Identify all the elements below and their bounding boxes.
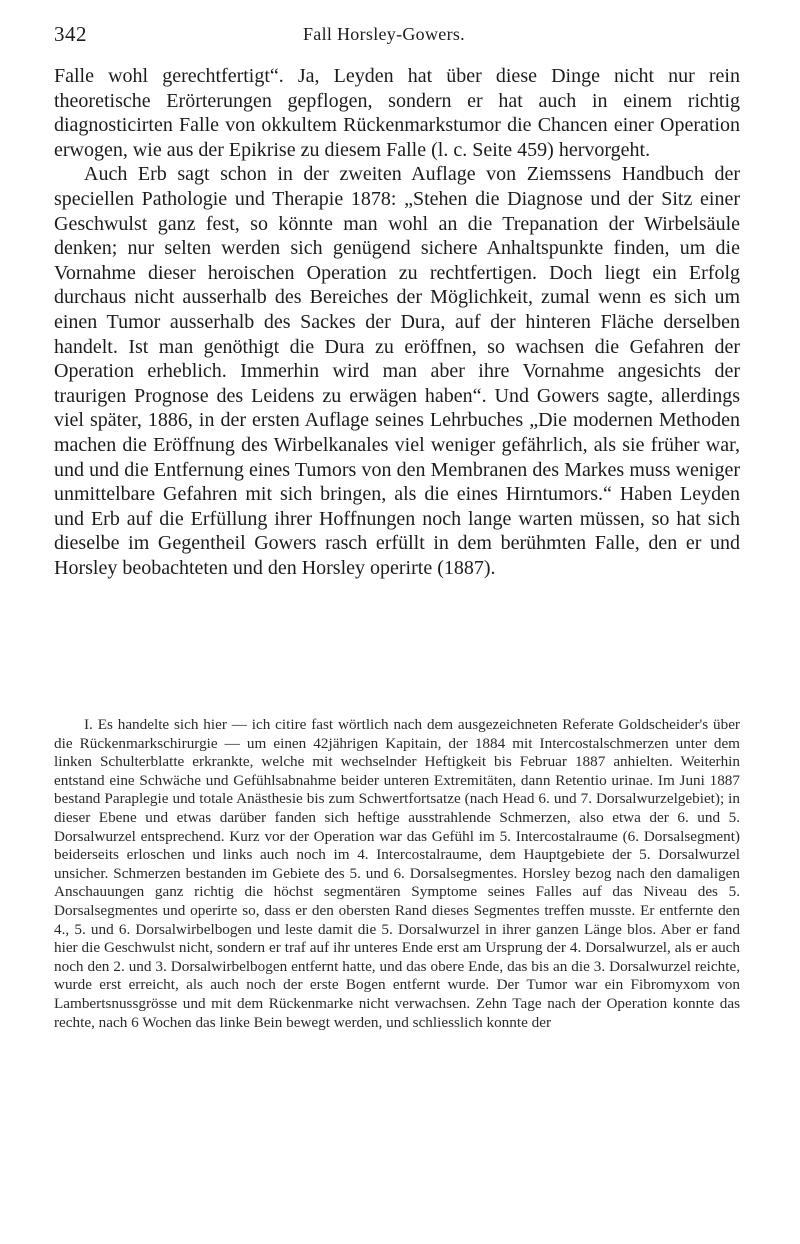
page-number: 342 — [54, 22, 87, 46]
footnote — [54, 716, 740, 1032]
footnote-text: I. Es handelte sich hier — ich citire fast wörtlich nach dem ausgezeichneten Referate Goldscheider's über die Rückenmarkschirurgie — um einen 42jährigen Kapitain, der 1884 mit Intercostalschmerzen unter dem linken Schulterblatte erkrankte, welche mit wechselnder Heftigkeit bis Februar 1887 anhielten. Weiterhin entstand eine Schwäche und Gefühlsabnahme beider unteren Extremitäten, dann Retentio urinae. Im Juni 1887 bestand Paraplegie und totale Anästhesie bis zum Schwertfortsatze (nach Head 6. und 7. Dorsalwurzelgebiet); in dieser Ebene und etwas darüber fanden sich heftige ausstrahlende Schmerzen, also etwa der 6. und 5. Dorsalwurzel entsprechend. Kurz vor der Operation war das Gefühl im 5. Intercostalraume (6. Dorsalsegment) beiderseits erloschen und links auch noch im 4. Intercostalraume, dem Hauptgebiete der 5. Dorsalwurzel unsicher. Schmerzen bestanden im Gebiete des 5. und 6. Dorsalsegmentes. Horsley bezog nach den damaligen Anschauungen ganz richtig die höchst segmentären Symptome seines Falles auf das Niveau des 5. Dorsalsegmentes und operirte so, dass er den obersten Rand dieses Segmentes treffen musste. Er entfernte den 4., 5. und 6. Dorsalwirbelbogen und leste damit die 5. Dorsalwurzel in ihrer ganzen Länge blos. Aber er fand hier die Geschwulst nicht, sondern er traf auf ihr unteres Ende erst am Ursprung der 4. Dorsalwurzel, als er auch noch den 2. und 3. Dorsalwirbelbogen entfernt hatte, und das obere Ende, das bis an die 3. Dorsalwurzel reichte, wurde erst erreicht, als auch noch der erste Bogen entfernt wurde. Der Tumor war ein Fibromyxom von Lambertsnussgrösse und mit dem Rückenmarke nicht verwachsen. Zehn Tage nach der Operation konnte das rechte, nach 6 Wochen das linke Bein bewegt werden, und schliesslich konnte der — [54, 716, 740, 1031]
paragraph-2: Auch Erb sagt schon in der zweiten Auflage von Ziemssens Handbuch der speciellen Pathologie und Therapie 1878: „Stehen die Diagnose und der Sitz einer Geschwulst ganz fest, so könnte man wohl an die Trepanation der Wirbelsäule denken; nur selten werden sich genügend sichere Anhaltspunkte finden, um die Vornahme dieser heroischen Operation zu rechtfertigen. Doch liegt ein Erfolg durchaus nicht ausserhalb des Bereiches der Möglichkeit, zumal wenn es sich um einen Tumor ausserhalb des Sackes der Dura, auf der hinteren Fläche derselben handelt. Ist man genöthigt die Dura zu eröffnen, so wachsen die Gefahren der Operation erheblich. Immerhin wird man aber ihre Vornahme angesichts der traurigen Prognose des Leidens zu erwägen haben“. Und Gowers sagte, allerdings viel später, 1886, in der ersten Auflage seines Lehrbuches „Die modernen Methoden machen die Eröffnung des Wirbelkanales viel weniger gefährlich, als sie früher war, und und die Entfernung eines Tumors von den Membranen des Markes muss weniger unmittelbare Gefahren mit sich bringen, als die eines Hirntumors.“ Haben Leyden und Erb auf die Erfüllung ihrer Hoffnungen noch lange warten müssen, so hat sich dieselbe im Gegentheil Gowers rasch erfüllt in dem berühmten Falle, den er und Horsley beobachteten und den Horsley operirte (1887). — [54, 163, 740, 579]
main-text — [54, 64, 740, 580]
page-header — [54, 22, 714, 52]
running-head: Fall Horsley-Gowers. — [303, 24, 465, 44]
paragraph-1: Falle wohl gerechtfertigt“. Ja, Leyden hat über diese Dinge nicht nur rein theoretische Erörterungen gepflogen, sondern er hat auch in einem richtig diagnosticirten Falle von okkultem Rückenmarkstumor die Chancen einer Operation erwogen, wie aus der Epikrise zu diesem Falle (l. c. Seite 459) hervorgeht. — [54, 65, 740, 161]
